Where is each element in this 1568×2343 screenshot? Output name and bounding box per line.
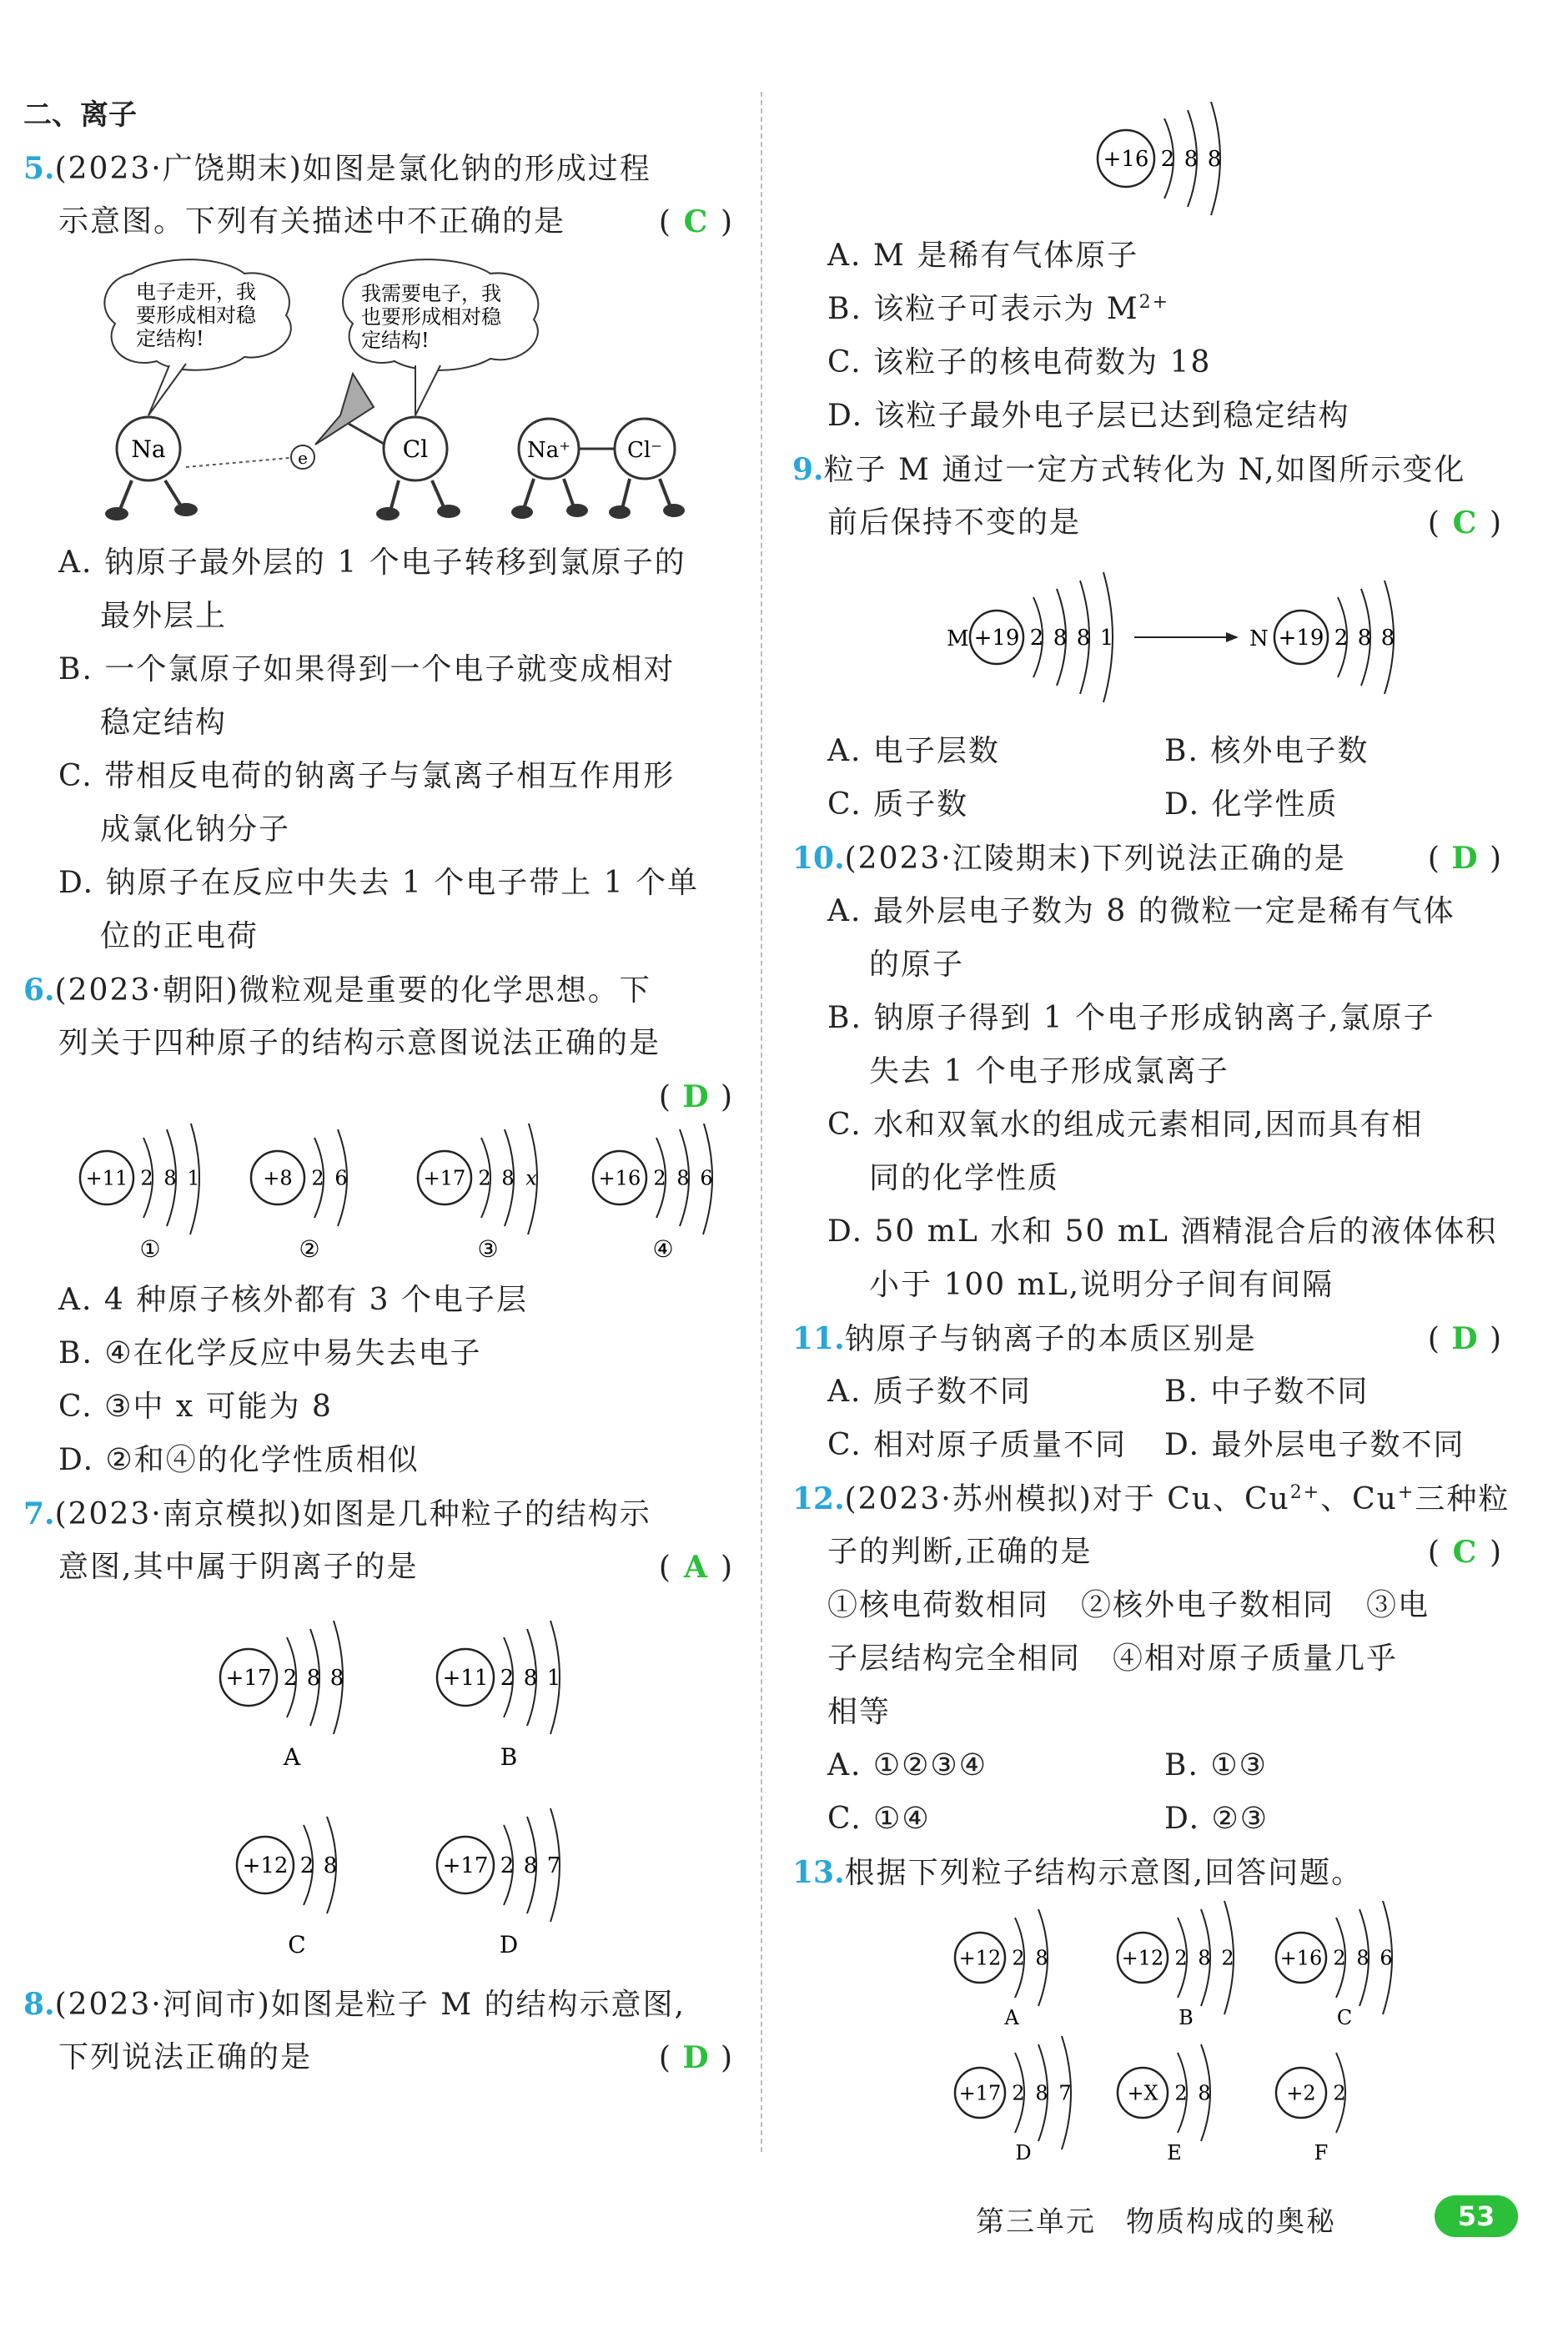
diagram-label: C [288,1931,306,1958]
shell-electron-count: 2 [1012,1946,1025,1970]
question-text: ①核电荷数相同 ②核外电子数相同 ③电 [827,1588,1430,1622]
atom-structure [1274,581,1395,694]
diagram-label: D [499,1931,519,1958]
right-column [792,79,1510,2175]
option-text: D. 50 mL 水和 50 mL 酒精混合后的液体体积 [827,1214,1498,1249]
shell-electron-count: 1 [187,1166,200,1190]
nuclear-charge: +12 [242,1853,289,1879]
diagram-label: ③ [477,1235,499,1263]
shell-electron-count: 6 [700,1166,713,1190]
superscript: + [1397,1482,1415,1503]
question-9 [792,443,1501,832]
shell-electron-count: 6 [1380,1946,1393,1970]
question-number: 10. [792,841,845,876]
question-text: (2023·广饶期末)如图是氯化钠的形成过程 [54,152,651,186]
option-text: B. 钠原子得到 1 个电子形成钠离子,氯原子 [827,1001,1435,1035]
shell-electron-count: 8 [1357,626,1372,651]
option-text: C. 质子数 [827,787,969,822]
superscript: 2+ [1289,1482,1321,1503]
option-text: 稳定结构 [100,706,228,740]
unit-title: 第三单元 物质构成的奥秘 [976,2205,1336,2239]
column-divider [761,92,762,2152]
nuclear-charge: +12 [958,1946,1002,1970]
shell-electron-count: 1 [546,1666,561,1692]
q9-transform-diagram [792,550,1501,725]
shell-electron-count: 2 [1029,626,1044,651]
question-text: 钠原子与钠离子的本质区别是 [844,1322,1257,1356]
nuclear-charge: +19 [973,626,1020,651]
shell-electron-count: x [525,1166,537,1190]
option-text: A. 钠原子最外层的 1 个电子转移到氯原子的 [58,546,686,580]
shell-electron-count: 2 [478,1166,491,1190]
shell-electron-count: 2 [1221,1946,1234,1970]
shell-electron-count: 2 [1333,1946,1346,1970]
shell-electron-count: 2 [1012,2081,1025,2105]
question-12 [792,1472,1510,1846]
shell-electron-count: 8 [1198,1946,1211,1970]
question-number: 11. [792,1321,845,1356]
question-11 [792,1312,1501,1472]
svg-text:Cl⁻: Cl⁻ [627,438,662,463]
question-5 [23,142,732,963]
cl-atom-character [376,417,460,520]
shell-electron-count: 8 [323,1853,338,1879]
option-text: B. 该粒子可表示为 M [827,292,1139,326]
shell-electron-count: 7 [546,1853,561,1879]
atom-structure [955,1909,1048,2029]
diagram-label: F [1314,2141,1329,2165]
diagram-label: D [1015,2141,1032,2165]
bubble-line: 也要形成相对稳 [361,305,501,329]
atom-diagram-svg [23,1594,732,1978]
answer-bracket: ( A ) [659,1541,732,1595]
shell-electron-count: 2 [500,1666,515,1692]
option-text: C. ③中 x 可能为 8 [58,1390,333,1424]
option-text: B. ①③ [1164,1748,1268,1782]
question-number: 7. [23,1496,55,1531]
diagram-label: B [500,1743,518,1771]
shell-electron-count: 2 [653,1166,666,1190]
atom-structure [237,1817,337,1958]
answer-bracket: ( C ) [659,195,732,249]
bubble-line: 定结构! [361,329,430,352]
question-text: (2023·南京模拟)如图是几种粒子的结构示 [54,1497,651,1531]
shell-electron-count: 8 [1207,147,1222,173]
atom-diagram-svg [792,1899,1501,2175]
atom-structure [220,1621,344,1771]
atom-diagram-svg [792,550,1501,725]
option-text: D. 化学性质 [1164,787,1339,822]
cartoon-svg [23,249,732,536]
question-text: (2023·苏州模拟)对于 Cu、Cu [844,1482,1290,1516]
atom-structure [1118,2044,1211,2165]
diagram-label: C [1336,2006,1353,2029]
option-text: D. ②和④的化学性质相似 [58,1443,420,1477]
svg-text:Na⁺: Na⁺ [527,438,570,463]
answer: D [682,1079,709,1114]
question-number: 5. [23,151,55,186]
option-text: A. 4 种原子核外都有 3 个电子层 [58,1283,529,1317]
option-text: C. 该粒子的核电荷数为 18 [827,345,1212,380]
shell-electron-count: 2 [1174,2081,1188,2105]
question-text: 子层结构完全相同 ④相对原子质量几乎 [827,1642,1399,1676]
na-atom-character [105,417,198,520]
nuclear-charge: +X [1127,2081,1158,2105]
left-column [23,92,732,2084]
option-text: B. ④在化学反应中易失去电子 [58,1336,482,1370]
diagram-label: ② [299,1235,320,1263]
shell-electron-count: 2 [1174,1946,1188,1970]
shell-electron-count: 7 [1058,2081,1072,2105]
question-number: 8. [23,1987,55,2022]
arrow-head [1226,632,1239,642]
question-number: 9. [792,452,824,487]
atom-structure [437,1808,560,1958]
shell-electron-count: 6 [334,1166,348,1190]
shell-electron-count: 8 [1198,2081,1211,2105]
question-text: 前后保持不变的是 [827,505,1082,540]
option-text: A. M 是稀有气体原子 [827,239,1139,273]
nuclear-charge: +17 [225,1666,272,1692]
atom-structure [1118,1901,1234,2029]
shell-electron-count: 2 [1334,626,1349,651]
particle-n-label: N [1249,626,1269,651]
answer: D [1451,1321,1478,1356]
nuclear-charge: +16 [1103,147,1149,173]
atom-structure [955,2036,1072,2165]
option-text: A. ①②③④ [827,1748,988,1782]
option-text: A. 质子数不同 [827,1375,1032,1409]
option-text: 成氯化钠分子 [100,812,291,847]
shell-electron-count: 8 [163,1166,177,1190]
question-text: 相等 [827,1695,892,1729]
atom-structure [593,1124,713,1263]
shell-electron-count: 8 [329,1666,344,1692]
nuclear-charge: +17 [423,1166,466,1190]
question-text: (2023·江陵期末)下列说法正确的是 [844,842,1346,876]
nuclear-charge: +17 [958,2081,1002,2105]
nacl-formation-illustration [23,249,732,536]
question-text: 意图,其中属于阴离子的是 [58,1550,419,1584]
question-text: 粒子 M 通过一定方式转化为 N,如图所示变化 [823,453,1466,487]
question-number: 12. [792,1481,845,1516]
answer: C [1452,505,1477,540]
q13-atom-diagrams [792,1899,1501,2175]
shell-electron-count: 2 [283,1666,298,1692]
q8-atom-diagram [792,79,1501,229]
svg-text:Na: Na [131,435,166,463]
nuclear-charge: +16 [1279,1946,1323,1970]
electron-label: e [298,448,308,468]
option-text: C. 相对原子质量不同 [827,1428,1128,1462]
question-text: 根据下列粒子结构示意图,回答问题。 [844,1856,1364,1890]
shell-electron-count: 8 [1184,147,1199,173]
nuclear-charge: +16 [598,1166,641,1190]
section-title: 二、离子 [23,98,137,132]
answer-bracket: ( C ) [1428,1526,1501,1580]
q6-atom-diagrams [23,1124,732,1274]
option-text: 小于 100 mL,说明分子间有间隔 [869,1268,1334,1302]
shell-electron-count: 8 [676,1166,690,1190]
answer-bracket: ( D ) [1428,832,1501,886]
bubble-line: 我需要电子，我 [361,282,501,305]
atom-structure [1276,1901,1393,2029]
question-text: 列关于四种原子的结构示意图说法正确的是 [58,1026,661,1060]
question-13 [792,1846,1501,2175]
superscript: 2+ [1138,292,1170,313]
answer: D [682,2040,709,2075]
answer-bracket: ( C ) [1428,496,1501,551]
question-6 [23,963,732,1487]
bubble-line: 定结构! [136,327,204,350]
nuclear-charge: +17 [442,1853,489,1879]
question-text: (2023·河间市)如图是粒子 M 的结构示意图, [54,1988,686,2022]
option-text: B. 核外电子数 [1164,734,1369,768]
shell-electron-count: 2 [500,1853,515,1879]
option-text: B. 一个氯原子如果得到一个电子就变成相对 [58,652,676,686]
atom-structure [418,1124,537,1263]
shell-electron-count: 2 [1333,2081,1346,2105]
question-text: 子的判断,正确的是 [827,1535,1093,1569]
question-text: 、Cu [1320,1482,1398,1516]
bubble-line: 电子走开，我 [136,280,256,304]
question-text: 下列说法正确的是 [58,2040,313,2074]
option-text: 失去 1 个电子形成氯离子 [869,1054,1229,1089]
option-text: D. 该粒子最外电子层已达到稳定结构 [827,399,1350,433]
answer: C [683,204,708,239]
answer: A [683,1550,707,1585]
nuclear-charge: +2 [1286,2081,1316,2105]
atom-structure [80,1124,200,1263]
option-text: 位的正电荷 [100,919,259,953]
question-number: 6. [23,973,55,1008]
shell-electron-count: 8 [523,1853,538,1879]
shell-electron-count: 2 [299,1853,314,1879]
option-text: 最外层上 [100,599,228,633]
atom-structure [251,1129,348,1263]
shell-electron-count: 8 [1380,626,1395,651]
shell-electron-count: 8 [1053,626,1068,651]
option-text: B. 中子数不同 [1164,1375,1369,1409]
question-7 [23,1487,732,1978]
atom-structure [1276,2053,1346,2165]
nuclear-charge: +11 [442,1666,489,1692]
atom-structure [437,1621,560,1771]
atom-diagram-svg [23,1124,732,1274]
atom-structure [1098,102,1221,215]
answer-bracket: ( D ) [1428,1312,1501,1366]
shell-electron-count: 8 [1356,1946,1369,1970]
nuclear-charge: +11 [85,1166,128,1190]
page-number: 53 [1435,2195,1518,2237]
answer-bracket: ( D ) [659,2031,732,2085]
answer: C [1452,1535,1477,1570]
question-8 [23,1978,732,2084]
page-footer [976,2192,1518,2242]
diagram-label: ④ [652,1235,674,1263]
nuclear-charge: +8 [263,1166,293,1190]
diagram-label: B [1179,2006,1194,2029]
nuclear-charge: +19 [1278,626,1324,651]
na-ion-character [511,419,588,519]
shell-electron-count: 8 [1035,1946,1048,1970]
shell-electron-count: 1 [1099,626,1114,651]
diagram-label: A [1004,2006,1019,2029]
option-text: C. 带相反电荷的钠离子与氯离子相互作用形 [58,759,676,793]
particle-m-label: M [947,626,969,651]
option-text: A. 最外层电子数为 8 的微粒一定是稀有气体 [827,894,1455,928]
option-text: D. ②③ [1164,1802,1269,1836]
option-text: D. 钠原子在反应中失去 1 个电子带上 1 个单 [58,866,700,900]
answer-bracket: ( D ) [659,1070,732,1124]
answer: D [1451,841,1478,876]
diagram-label: E [1167,2141,1182,2165]
svg-text:Cl: Cl [402,435,429,463]
cl-ion-character [609,419,685,519]
option-text: C. ①④ [827,1802,931,1836]
option-text: A. 电子层数 [827,734,1000,768]
shell-electron-count: 8 [1076,626,1091,651]
nuclear-charge: +12 [1121,1946,1164,1970]
shell-electron-count: 8 [1035,2081,1048,2105]
shell-electron-count: 8 [306,1666,321,1692]
atom-diagram-svg [792,79,1501,229]
option-text: 同的化学性质 [869,1161,1060,1195]
question-text: 示意图。下列有关描述中不正确的是 [58,204,566,239]
shell-electron-count: 2 [1160,147,1175,173]
question-number: 13. [792,1855,845,1890]
shell-electron-count: 2 [311,1166,324,1190]
question-10 [792,832,1501,1312]
q7-atom-diagrams [23,1594,732,1978]
shell-electron-count: 2 [140,1166,153,1190]
option-text: C. 水和双氧水的组成元素相同,因而具有相 [827,1108,1424,1142]
shell-electron-count: 8 [523,1666,538,1692]
question-text: (2023·朝阳)微粒观是重要的化学思想。下 [54,973,651,1008]
shell-electron-count: 8 [501,1166,515,1190]
question-text: 三种粒 [1415,1482,1510,1516]
bubble-line: 要形成相对稳 [136,304,256,327]
option-text: 的原子 [869,948,965,982]
diagram-label: ① [139,1235,161,1263]
diagram-label: A [283,1743,301,1771]
atom-structure [970,572,1113,702]
option-text: D. 最外层电子数不同 [1164,1428,1465,1462]
